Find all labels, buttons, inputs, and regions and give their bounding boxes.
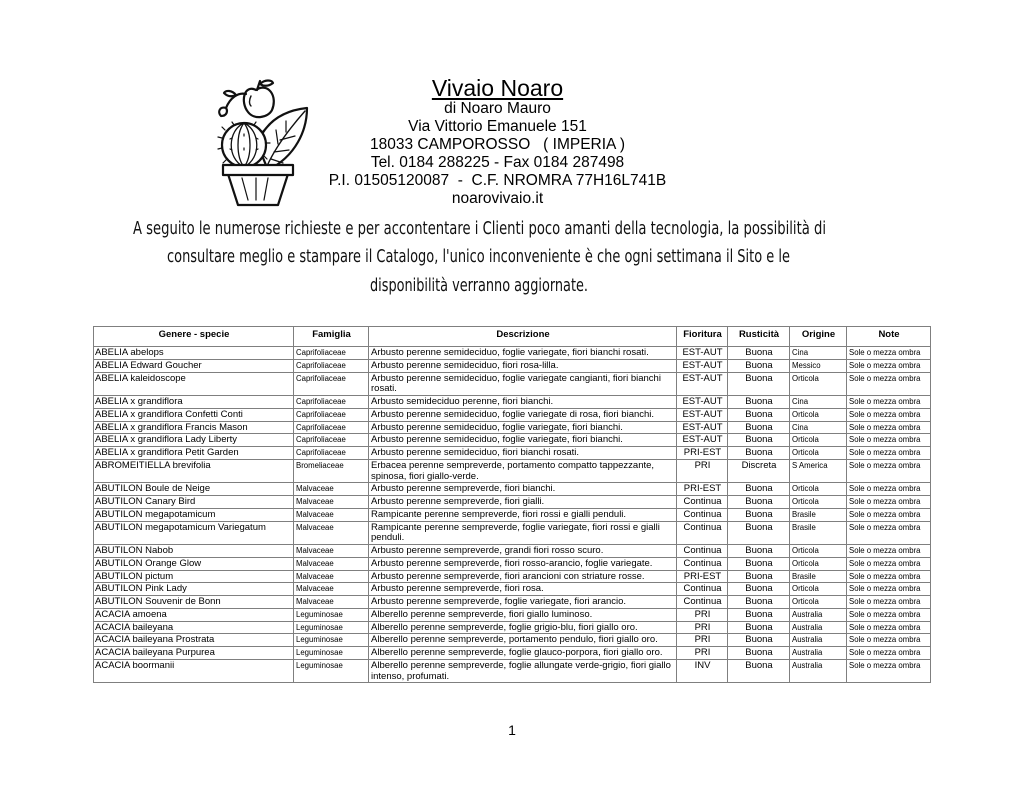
cell-descrizione: Rampicante perenne sempreverde, fiori rossi e gialli penduli.	[369, 508, 677, 521]
column-header-descrizione: Descrizione	[369, 327, 677, 347]
table-row	[94, 557, 931, 570]
catalog-notice	[0, 200, 1024, 310]
cell-fioritura: PRI	[677, 608, 728, 621]
cell-note: Sole o mezza ombra	[847, 608, 931, 621]
cell-rusticita: Buona	[728, 408, 790, 421]
table-row	[94, 570, 931, 583]
cell-genere: ABUTILON pictum	[94, 570, 294, 583]
cell-rusticita: Buona	[728, 659, 790, 683]
cell-fioritura: Continua	[677, 596, 728, 609]
cell-rusticita: Buona	[728, 596, 790, 609]
company-city: 18033 CAMPOROSSO ( IMPERIA )	[370, 136, 625, 153]
cell-genere: ABUTILON Souvenir de Bonn	[94, 596, 294, 609]
cell-rusticita: Discreta	[728, 459, 790, 483]
notice-line: disponibilità verranno aggiornate.	[370, 275, 588, 296]
table-row	[94, 347, 931, 360]
cell-descrizione: Arbusto perenne semideciduo, foglie variegate di rosa, fiori bianchi.	[369, 408, 677, 421]
cell-origine: Orticola	[790, 447, 847, 460]
cell-origine: Orticola	[790, 496, 847, 509]
cell-note: Sole o mezza ombra	[847, 545, 931, 558]
table-row	[94, 483, 931, 496]
table-row	[94, 459, 931, 483]
cell-fioritura: INV	[677, 659, 728, 683]
cell-rusticita: Buona	[728, 647, 790, 660]
table-row	[94, 447, 931, 460]
cell-rusticita: Buona	[728, 570, 790, 583]
page-number: 1	[508, 722, 516, 738]
cell-genere: ABUTILON Pink Lady	[94, 583, 294, 596]
table-row	[94, 521, 931, 545]
cell-note: Sole o mezza ombra	[847, 447, 931, 460]
cell-descrizione: Arbusto perenne sempreverde, fiori arancioni con striature rosse.	[369, 570, 677, 583]
cell-famiglia: Caprifoliaceae	[294, 421, 369, 434]
cell-note: Sole o mezza ombra	[847, 372, 931, 396]
cell-famiglia: Caprifoliaceae	[294, 372, 369, 396]
cell-note: Sole o mezza ombra	[847, 521, 931, 545]
cell-famiglia: Malvaceae	[294, 570, 369, 583]
cell-rusticita: Buona	[728, 359, 790, 372]
cell-genere: ABUTILON Nabob	[94, 545, 294, 558]
cell-origine: Orticola	[790, 483, 847, 496]
company-address: Via Vittorio Emanuele 151	[408, 118, 587, 135]
cell-genere: ABUTILON Boule de Neige	[94, 483, 294, 496]
cell-descrizione: Arbusto perenne sempreverde, fiori bianchi.	[369, 483, 677, 496]
cell-note: Sole o mezza ombra	[847, 557, 931, 570]
table-row	[94, 608, 931, 621]
cell-genere: ABELIA kaleidoscope	[94, 372, 294, 396]
cell-note: Sole o mezza ombra	[847, 508, 931, 521]
cell-genere: ABUTILON megapotamicum	[94, 508, 294, 521]
cell-fioritura: EST-AUT	[677, 359, 728, 372]
column-header-origine: Origine	[790, 327, 847, 347]
table-row	[94, 659, 931, 683]
cell-descrizione: Arbusto perenne sempreverde, grandi fiori rosso scuro.	[369, 545, 677, 558]
cell-famiglia: Leguminosae	[294, 647, 369, 660]
table-row	[94, 545, 931, 558]
potted-plant-logo-icon	[210, 78, 310, 208]
column-header-fioritura: Fioritura	[677, 327, 728, 347]
cell-famiglia: Malvaceae	[294, 521, 369, 545]
cell-descrizione: Arbusto perenne sempreverde, fiori gialli.	[369, 496, 677, 509]
cell-descrizione: Arbusto perenne sempreverde, foglie variegate, fiori arancio.	[369, 596, 677, 609]
table-row	[94, 596, 931, 609]
cell-rusticita: Buona	[728, 621, 790, 634]
cell-origine: Orticola	[790, 434, 847, 447]
company-phone: Tel. 0184 288225 - Fax 0184 287498	[370, 154, 625, 171]
company-header	[298, 76, 697, 208]
cell-origine: Cina	[790, 396, 847, 409]
cell-rusticita: Buona	[728, 434, 790, 447]
cell-rusticita: Buona	[728, 545, 790, 558]
table-row	[94, 621, 931, 634]
cell-famiglia: Malvaceae	[294, 496, 369, 509]
cell-fioritura: Continua	[677, 583, 728, 596]
cell-descrizione: Arbusto perenne sempreverde, fiori rosa.	[369, 583, 677, 596]
cell-descrizione: Alberello perenne sempreverde, fiori giallo luminoso.	[369, 608, 677, 621]
column-header-rusticita: Rusticità	[728, 327, 790, 347]
cell-note: Sole o mezza ombra	[847, 359, 931, 372]
cell-note: Sole o mezza ombra	[847, 483, 931, 496]
notice-line: consultare meglio e stampare il Catalogo, l'unico inconveniente è che ogni settimana il Sito e le	[167, 246, 790, 267]
cell-note: Sole o mezza ombra	[847, 496, 931, 509]
cell-descrizione: Alberello perenne sempreverde, foglie allungate verde-grigio, fiori giallo intenso, profumati.	[369, 659, 677, 683]
cell-genere: ACACIA baileyana Prostrata	[94, 634, 294, 647]
cell-genere: ABELIA Edward Goucher	[94, 359, 294, 372]
cell-fioritura: PRI	[677, 647, 728, 660]
cell-rusticita: Buona	[728, 583, 790, 596]
cell-note: Sole o mezza ombra	[847, 596, 931, 609]
table-row	[94, 396, 931, 409]
cell-descrizione: Arbusto perenne semideciduo, foglie variegate, fiori bianchi rosati.	[369, 347, 677, 360]
cell-origine: Brasile	[790, 508, 847, 521]
cell-famiglia: Caprifoliaceae	[294, 396, 369, 409]
table-row	[94, 372, 931, 396]
cell-origine: Cina	[790, 347, 847, 360]
cell-famiglia: Caprifoliaceae	[294, 434, 369, 447]
cell-famiglia: Leguminosae	[294, 608, 369, 621]
cell-genere: ABROMEITIELLA brevifolia	[94, 459, 294, 483]
cell-origine: Orticola	[790, 545, 847, 558]
cell-origine: Australia	[790, 634, 847, 647]
cell-descrizione: Arbusto perenne semideciduo, fiori bianchi rosati.	[369, 447, 677, 460]
cell-origine: Brasile	[790, 570, 847, 583]
table-row	[94, 647, 931, 660]
cell-genere: ACACIA boormanii	[94, 659, 294, 683]
cell-rusticita: Buona	[728, 421, 790, 434]
cell-famiglia: Malvaceae	[294, 508, 369, 521]
cell-genere: ABELIA x grandiflora Petit Garden	[94, 447, 294, 460]
cell-famiglia: Bromeliaceae	[294, 459, 369, 483]
cell-rusticita: Buona	[728, 557, 790, 570]
cell-origine: Orticola	[790, 583, 847, 596]
cell-famiglia: Caprifoliaceae	[294, 347, 369, 360]
cell-note: Sole o mezza ombra	[847, 659, 931, 683]
cell-genere: ABELIA x grandiflora Francis Mason	[94, 421, 294, 434]
cell-famiglia: Caprifoliaceae	[294, 359, 369, 372]
cell-rusticita: Buona	[728, 496, 790, 509]
cell-note: Sole o mezza ombra	[847, 583, 931, 596]
table-row	[94, 496, 931, 509]
company-title: Vivaio Noaro	[431, 75, 564, 101]
cell-fioritura: Continua	[677, 557, 728, 570]
cell-descrizione: Alberello perenne sempreverde, foglie grigio-blu, fiori giallo oro.	[369, 621, 677, 634]
cell-fioritura: PRI-EST	[677, 447, 728, 460]
cell-rusticita: Buona	[728, 608, 790, 621]
cell-genere: ABELIA x grandiflora	[94, 396, 294, 409]
column-header-note: Note	[847, 327, 931, 347]
table-row	[94, 508, 931, 521]
cell-genere: ABUTILON megapotamicum Variegatum	[94, 521, 294, 545]
table-row	[94, 421, 931, 434]
cell-rusticita: Buona	[728, 347, 790, 360]
cell-famiglia: Leguminosae	[294, 659, 369, 683]
cell-rusticita: Buona	[728, 483, 790, 496]
cell-descrizione: Alberello perenne sempreverde, portamento pendulo, fiori giallo oro.	[369, 634, 677, 647]
company-tax-ids: P.I. 01505120087 - C.F. NROMRA 77H16L741B	[328, 172, 667, 189]
catalog-table-body	[94, 347, 931, 683]
cell-fioritura: Continua	[677, 496, 728, 509]
table-row	[94, 359, 931, 372]
cell-famiglia: Malvaceae	[294, 545, 369, 558]
cell-descrizione: Arbusto perenne semideciduo, fiori rosa-lilla.	[369, 359, 677, 372]
cell-fioritura: Continua	[677, 521, 728, 545]
cell-fioritura: PRI	[677, 459, 728, 483]
cell-rusticita: Buona	[728, 396, 790, 409]
company-website: noarovivaio.it	[451, 190, 544, 207]
cell-note: Sole o mezza ombra	[847, 634, 931, 647]
cell-origine: Orticola	[790, 372, 847, 396]
cell-origine: Australia	[790, 608, 847, 621]
cell-note: Sole o mezza ombra	[847, 408, 931, 421]
notice-line: A seguito le numerose richieste e per accontentare i Clienti poco amanti della tecnologia, la possibilità di	[133, 218, 826, 239]
cell-genere: ABELIA abelops	[94, 347, 294, 360]
table-row	[94, 408, 931, 421]
cell-famiglia: Malvaceae	[294, 483, 369, 496]
cell-fioritura: EST-AUT	[677, 408, 728, 421]
cell-origine: Messico	[790, 359, 847, 372]
cell-descrizione: Alberello perenne sempreverde, foglie glauco-porpora, fiori giallo oro.	[369, 647, 677, 660]
cell-rusticita: Buona	[728, 372, 790, 396]
cell-note: Sole o mezza ombra	[847, 647, 931, 660]
cell-origine: Australia	[790, 659, 847, 683]
cell-genere: ACACIA baileyana Purpurea	[94, 647, 294, 660]
cell-fioritura: PRI	[677, 634, 728, 647]
cell-famiglia: Malvaceae	[294, 583, 369, 596]
cell-descrizione: Arbusto semideciduo perenne, fiori bianchi.	[369, 396, 677, 409]
cell-fioritura: EST-AUT	[677, 347, 728, 360]
cell-note: Sole o mezza ombra	[847, 570, 931, 583]
column-header-famiglia: Famiglia	[294, 327, 369, 347]
cell-genere: ABELIA x grandiflora Confetti Conti	[94, 408, 294, 421]
cell-descrizione: Arbusto perenne semideciduo, foglie variegate, fiori bianchi.	[369, 434, 677, 447]
cell-genere: ACACIA amoena	[94, 608, 294, 621]
company-owner: di Noaro Mauro	[444, 100, 551, 117]
cell-fioritura: EST-AUT	[677, 372, 728, 396]
cell-fioritura: PRI-EST	[677, 483, 728, 496]
cell-origine: Australia	[790, 621, 847, 634]
table-header-row	[94, 327, 931, 347]
table-row	[94, 583, 931, 596]
cell-famiglia: Caprifoliaceae	[294, 408, 369, 421]
cell-genere: ACACIA baileyana	[94, 621, 294, 634]
cell-note: Sole o mezza ombra	[847, 434, 931, 447]
cell-famiglia: Malvaceae	[294, 596, 369, 609]
cell-origine: Australia	[790, 647, 847, 660]
cell-famiglia: Malvaceae	[294, 557, 369, 570]
cell-origine: Orticola	[790, 596, 847, 609]
cell-origine: Cina	[790, 421, 847, 434]
cell-rusticita: Buona	[728, 634, 790, 647]
cell-origine: Orticola	[790, 408, 847, 421]
cell-fioritura: Continua	[677, 508, 728, 521]
table-row	[94, 434, 931, 447]
catalog-table	[93, 326, 931, 683]
cell-genere: ABUTILON Orange Glow	[94, 557, 294, 570]
cell-fioritura: PRI-EST	[677, 570, 728, 583]
cell-note: Sole o mezza ombra	[847, 621, 931, 634]
cell-note: Sole o mezza ombra	[847, 421, 931, 434]
cell-fioritura: EST-AUT	[677, 434, 728, 447]
cell-fioritura: Continua	[677, 545, 728, 558]
cell-descrizione: Arbusto perenne sempreverde, fiori rosso-arancio, foglie variegate.	[369, 557, 677, 570]
cell-fioritura: PRI	[677, 621, 728, 634]
column-header-genere: Genere - specie	[94, 327, 294, 347]
cell-famiglia: Leguminosae	[294, 634, 369, 647]
cell-origine: Orticola	[790, 557, 847, 570]
cell-rusticita: Buona	[728, 521, 790, 545]
cell-genere: ABUTILON Canary Bird	[94, 496, 294, 509]
cell-note: Sole o mezza ombra	[847, 347, 931, 360]
cell-origine: Brasile	[790, 521, 847, 545]
cell-note: Sole o mezza ombra	[847, 459, 931, 483]
cell-descrizione: Erbacea perenne sempreverde, portamento compatto tappezzante, spinosa, fiori giallo-verde.	[369, 459, 677, 483]
cell-descrizione: Arbusto perenne semideciduo, foglie variegate, fiori bianchi.	[369, 421, 677, 434]
table-row	[94, 634, 931, 647]
cell-descrizione: Rampicante perenne sempreverde, foglie variegate, fiori rossi e gialli penduli.	[369, 521, 677, 545]
cell-fioritura: EST-AUT	[677, 421, 728, 434]
cell-origine: S America	[790, 459, 847, 483]
cell-fioritura: EST-AUT	[677, 396, 728, 409]
cell-famiglia: Caprifoliaceae	[294, 447, 369, 460]
cell-descrizione: Arbusto perenne semideciduo, foglie variegate cangianti, fiori bianchi rosati.	[369, 372, 677, 396]
cell-rusticita: Buona	[728, 447, 790, 460]
cell-rusticita: Buona	[728, 508, 790, 521]
cell-genere: ABELIA x grandiflora Lady Liberty	[94, 434, 294, 447]
cell-note: Sole o mezza ombra	[847, 396, 931, 409]
cell-famiglia: Leguminosae	[294, 621, 369, 634]
